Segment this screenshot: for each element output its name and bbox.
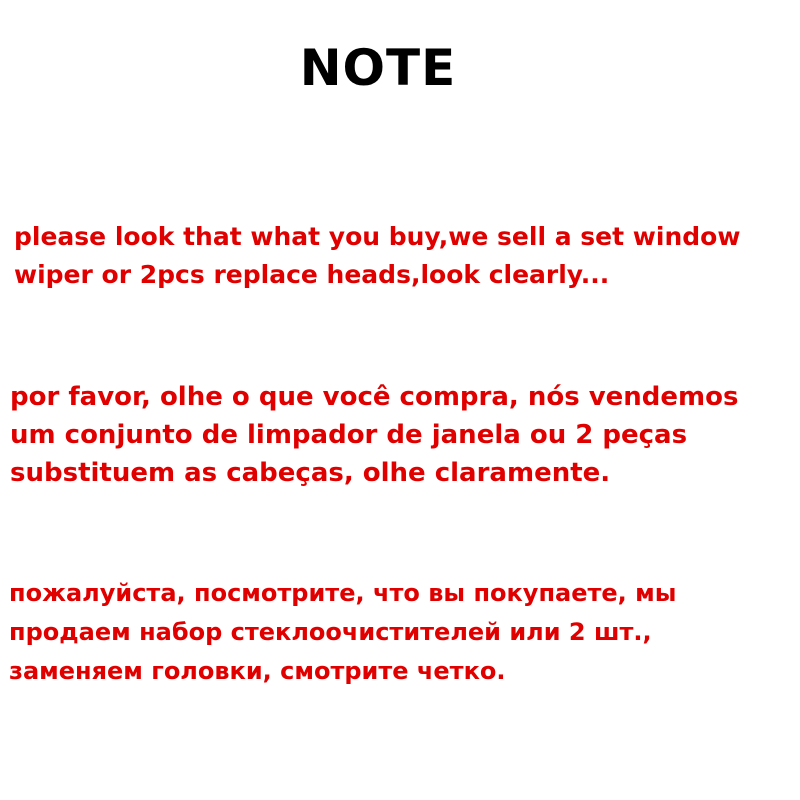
- note-title: NOTE: [299, 39, 457, 97]
- note-paragraph-russian: пожалуйста, посмотрите, что вы покупаете, мы продаем набор стеклоочистителей или 2 шт., заменяем головки, смотрите четко.: [9, 579, 677, 685]
- note-paragraph-english: please look that what you buy,we sell a set window wiper or 2pcs replace heads,look clearly...: [14, 222, 741, 289]
- note-paragraph-portuguese: por favor, olhe o que você compra, nós vendemos um conjunto de limpador de janela ou 2 peças substituem as cabeças, olhe claramente.: [10, 382, 739, 488]
